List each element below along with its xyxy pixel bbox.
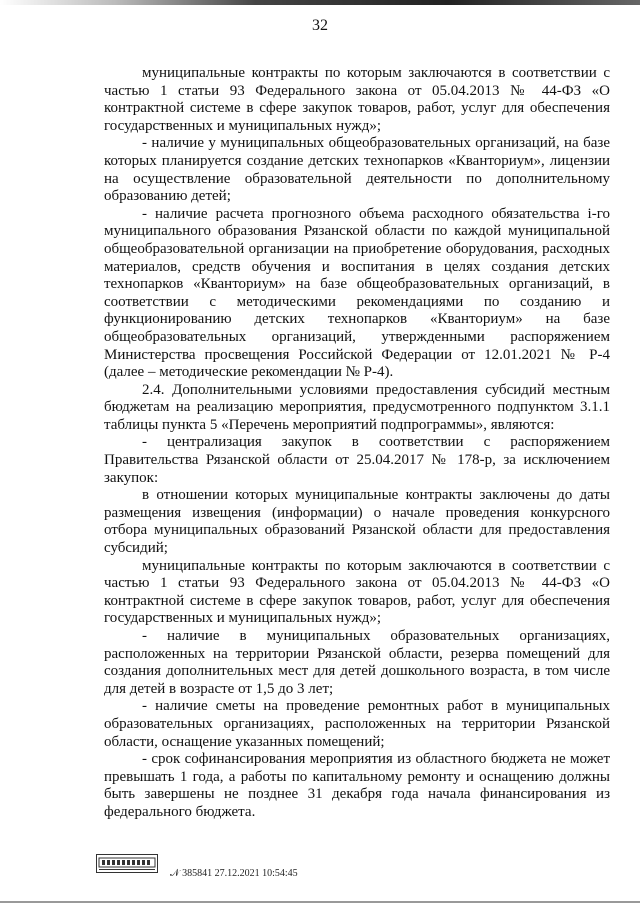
- paragraph-9: - наличие сметы на проведение ремонтных работ в муниципальных образовательных организациях, расположенных на территории Рязанской области, оснащение указанных помещений;: [104, 698, 610, 750]
- page-number: 32: [312, 17, 328, 34]
- paragraph-4: 2.4. Дополнительными условиями предоставления субсидий местным бюджетам на реализацию мероприятия, предусмотренного подпунктом 3.1.1 таблицы пункта 5 «Перечень мероприятий подпрограммы», являются:: [104, 381, 610, 433]
- paragraph-3: - наличие расчета прогнозного объема расходного обязательства i-го муниципального образования Рязанской области по каждой муниципальной общеобразовательной организации на приобретение оборудования, расходных материалов, средств обучения и воспитания в целях создания детских технопарков «Кванториум» на базе общеобразовательных организаций, в соответствии с методическими рекомендациями по созданию и функционированию детских технопарков «Кванториум» на базе общеобразовательных организаций, утвержденными распоряжением Министерства просвещения Российской Федерации от 12.01.2021 № Р-4 (далее – методические рекомендации № Р-4).: [104, 205, 610, 381]
- paragraph-8: - наличие в муниципальных образовательных организациях, расположенных на территории Рязанской области, резерва помещений для создания дополнительных мест для детей дошкольного возраста, в том числе для детей в возрасте от 1,5 до 3 лет;: [104, 628, 610, 697]
- paragraph-2: - наличие у муниципальных общеобразовательных организаций, на базе которых планируется создание детских технопарков «Кванториум», лицензии на осуществление образовательной деятельности по дополнительному образованию детей;: [104, 135, 610, 205]
- footer-code-text: 385841 27.12.2021 10:54:45: [182, 868, 298, 879]
- document-stamp-icon: [96, 854, 158, 873]
- footer-mark-icon: 𝒩: [170, 868, 183, 879]
- footer-registration-code: [170, 868, 298, 879]
- paragraph-7: муниципальные контракты по которым заключаются в соответствии с частью 1 статьи 93 Федерального закона от 05.04.2013 № 44-ФЗ «О контрактной системе в сфере закупок товаров, работ, услуг для обеспечения государственных и муниципальных нужд»;: [104, 557, 610, 627]
- paragraph-1: муниципальные контракты по которым заключаются в соответствии с частью 1 статьи 93 Федерального закона от 05.04.2013 № 44-ФЗ «О контрактной системе в сфере закупок товаров, работ, услуг для обеспечения государственных и муниципальных нужд»;: [104, 65, 610, 134]
- scan-edge-top: [0, 0, 640, 5]
- paragraph-5: - централизация закупок в соответствии с распоряжением Правительства Рязанской области от 25.04.2017 № 178-р, за исключением закупок:: [104, 434, 610, 486]
- paragraph-6: в отношении которых муниципальные контракты заключены до даты размещения извещения (информации) о начале проведения конкурсного отбора муниципальных образований Рязанской области для предоставления субсидий;: [104, 487, 610, 557]
- scan-edge-bottom: [0, 901, 640, 903]
- paragraph-10: - срок софинансирования мероприятия из областного бюджета не может превышать 1 года, а работы по капитальному ремонту и оснащению должны быть завершены не позднее 31 декабря года начала финансирования из федерального бюджета.: [104, 751, 610, 820]
- document-body: [104, 65, 610, 822]
